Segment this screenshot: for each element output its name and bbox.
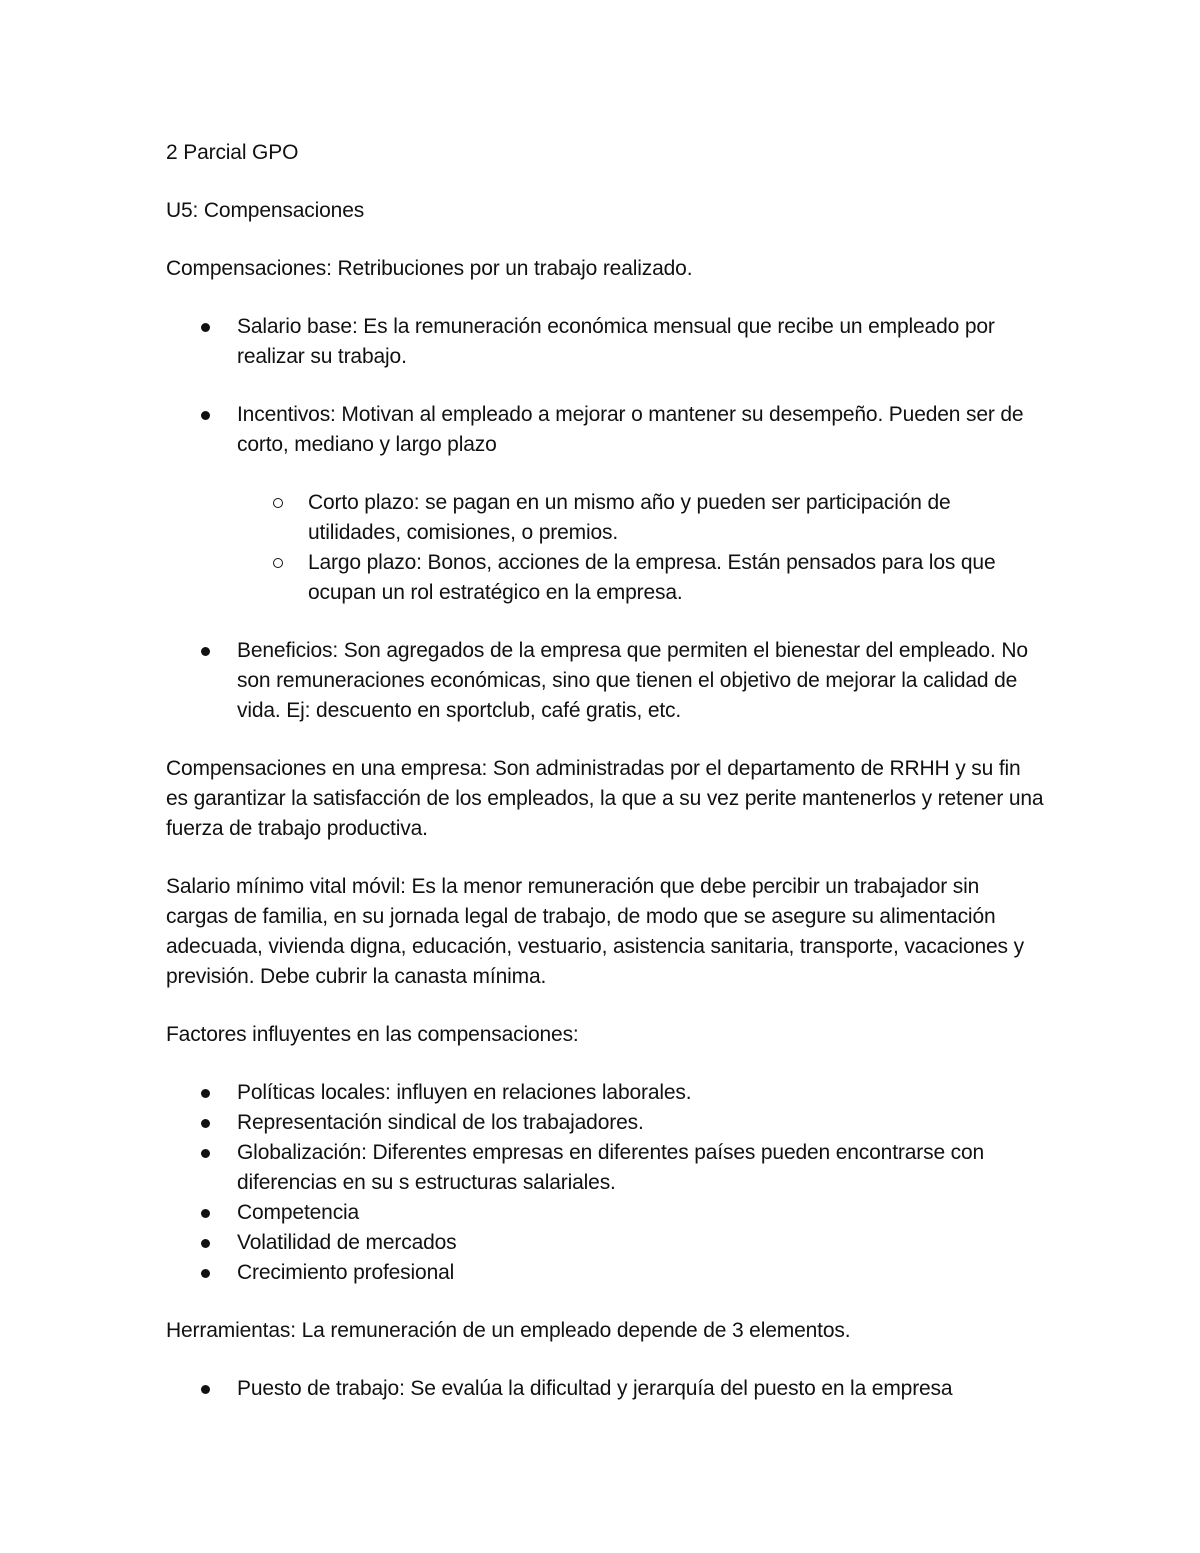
tools-list (166, 1374, 1046, 1404)
sub-item-text: Largo plazo: Bonos, acciones de la empresa. Están pensados para los que ocupan un rol estratégico en la empresa. (308, 551, 996, 604)
list-item-text: Incentivos: Motivan al empleado a mejorar o mantener su desempeño. Pueden ser de corto, mediano y largo plazo (237, 403, 1024, 456)
list-item: Puesto de trabajo: Se evalúa la dificultad y jerarquía del puesto en la empresa (166, 1374, 1046, 1404)
list-item: Políticas locales: influyen en relaciones laborales. (166, 1078, 1046, 1108)
list-item-text: Beneficios: Son agregados de la empresa que permiten el bienestar del empleado. No son remuneraciones económicas, sino que tienen el objetivo de mejorar la calidad de vida. Ej: descuento en sportclub, café gratis, etc. (237, 639, 1028, 722)
list-item: Competencia (166, 1198, 1046, 1228)
definition-paragraph: Compensaciones: Retribuciones por un trabajo realizado. (166, 257, 693, 280)
list-item: Crecimiento profesional (166, 1258, 1046, 1288)
minimum-wage-paragraph: Salario mínimo vital móvil: Es la menor remuneración que debe percibir un trabajador sin cargas de familia, en su jornada legal de trabajo, de modo que se asegure su alimentación adecuada, vivienda digna, educación, vestuario, asistencia sanitaria, transporte, vacaciones y previsión. Debe cubrir la canasta mínima. (166, 875, 1024, 988)
document-body (166, 138, 1046, 1432)
factors-list (166, 1078, 1046, 1288)
unit-heading: U5: Compensaciones (166, 199, 365, 222)
sub-item-text: Corto plazo: se pagan en un mismo año y pueden ser participación de utilidades, comisiones, o premios. (308, 491, 951, 544)
incentive-subtypes-list (237, 488, 1046, 608)
tools-heading: Herramientas: La remuneración de un empleado depende de 3 elementos. (166, 1319, 851, 1342)
list-item-salario-base (166, 312, 1046, 372)
list-item-incentivos (166, 400, 1046, 608)
factors-heading: Factores influyentes en las compensaciones: (166, 1023, 579, 1046)
list-item: Representación sindical de los trabajadores. (166, 1108, 1046, 1138)
list-item-beneficios (166, 636, 1046, 726)
company-paragraph: Compensaciones en una empresa: Son administradas por el departamento de RRHH y su fin es garantizar la satisfacción de los empleados, la que a su vez perite mantenerlos y retener una fuerza de trabajo productiva. (166, 757, 1044, 840)
sub-item-corto-plazo (237, 488, 1046, 548)
document-title: 2 Parcial GPO (166, 141, 299, 164)
list-item-text: Salario base: Es la remuneración económica mensual que recibe un empleado por realizar su trabajo. (237, 315, 995, 368)
compensation-types-list (166, 312, 1046, 726)
sub-item-largo-plazo (237, 548, 1046, 608)
list-item: Globalización: Diferentes empresas en diferentes países pueden encontrarse con diferencias en su s estructuras salariales. (166, 1138, 1046, 1198)
list-item: Volatilidad de mercados (166, 1228, 1046, 1258)
